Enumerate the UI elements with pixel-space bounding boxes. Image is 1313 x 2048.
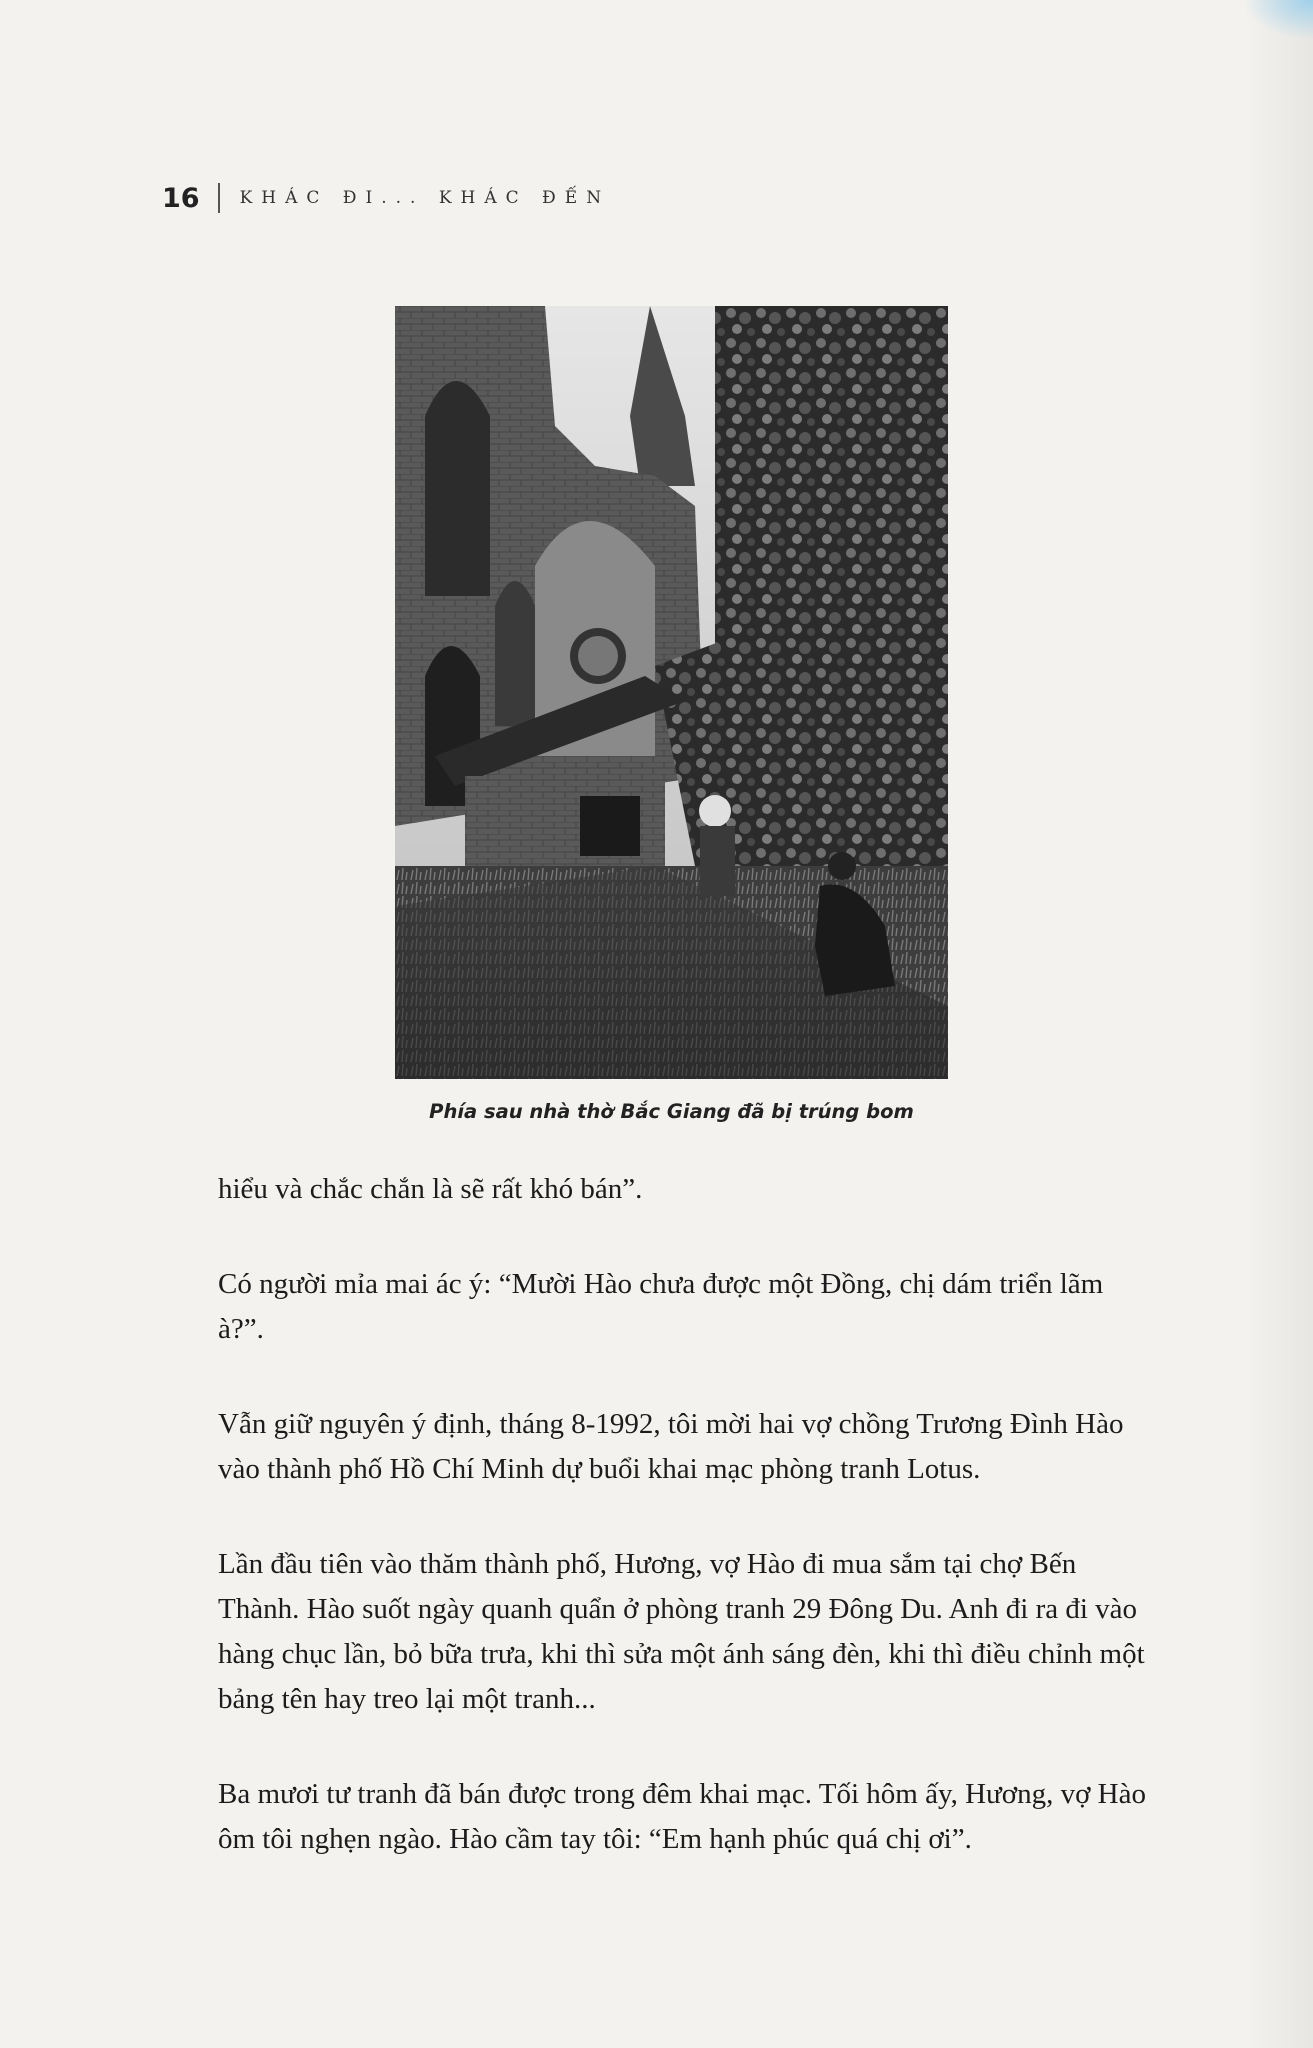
page-header: [162, 178, 610, 218]
photo-caption: Phía sau nhà thờ Bắc Giang đã bị trúng bom: [429, 1100, 914, 1123]
paragraph-2: Có người mỉa mai ác ý: “Mười Hào chưa được một Đồng, chị dám triển lãm à?”.: [218, 1268, 1104, 1345]
church-ruins-photo-drawing: [395, 306, 948, 1079]
page-number: 16: [162, 182, 200, 214]
running-title: KHÁC ĐI... KHÁC ĐẾN: [239, 188, 611, 208]
corner-color-tint: [1243, 0, 1313, 40]
paragraph-1: hiểu và chắc chắn là sẽ rất khó bán”.: [218, 1173, 643, 1205]
header-divider: [218, 183, 220, 213]
page-edge-shadow: [1243, 0, 1313, 2048]
church-ruins-photo: [395, 306, 948, 1079]
body-text: [218, 1167, 1153, 1862]
paragraph-4: Lần đầu tiên vào thăm thành phố, Hương, vợ Hào đi mua sắm tại chợ Bến Thành. Hào suốt ngày quanh quẩn ở phòng tranh 29 Đông Du. Anh đi ra đi vào hàng chục lần, bỏ bữa trưa, khi thì sửa một ánh sáng đèn, khi thì điều chỉnh một bảng tên hay treo lại một tranh...: [218, 1548, 1145, 1715]
paragraph-5: Ba mươi tư tranh đã bán được trong đêm khai mạc. Tối hôm ấy, Hương, vợ Hào ôm tôi nghẹn ngào. Hào cầm tay tôi: “Em hạnh phúc quá chị ơi”.: [218, 1778, 1146, 1855]
paragraph-3: Vẫn giữ nguyên ý định, tháng 8-1992, tôi mời hai vợ chồng Trương Đình Hào vào thành phố Hồ Chí Minh dự buổi khai mạc phòng tranh Lotus.: [218, 1408, 1124, 1485]
